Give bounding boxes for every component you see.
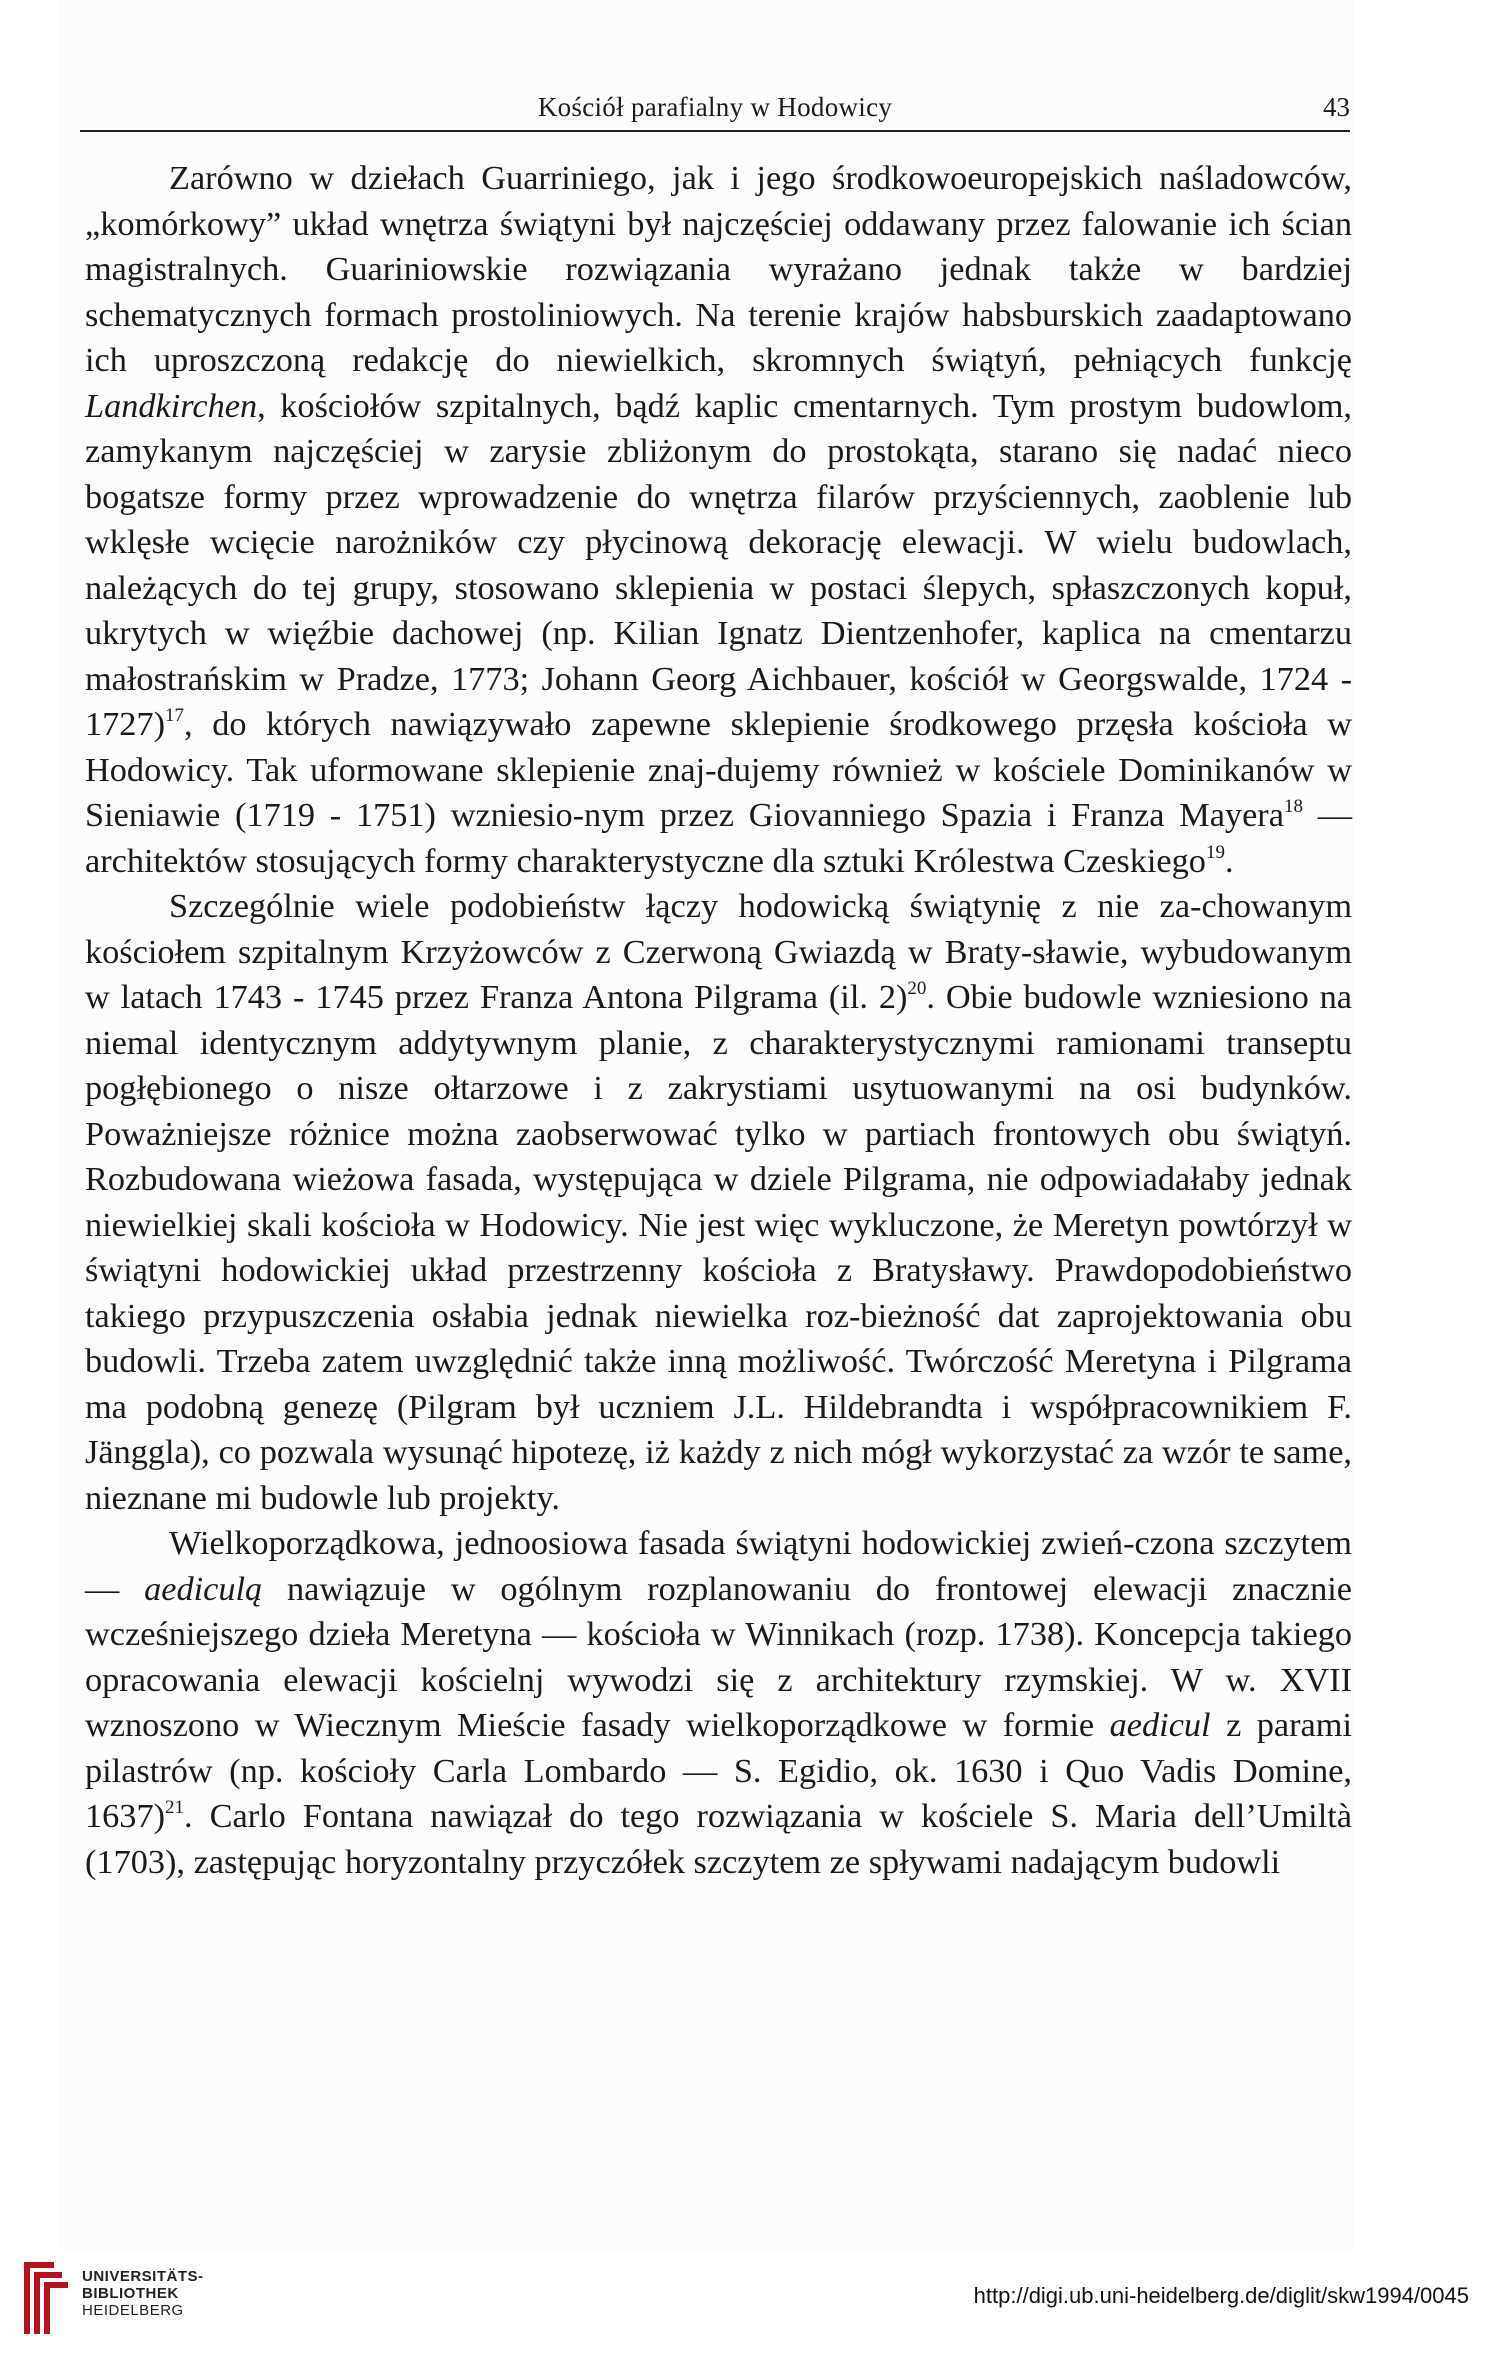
text-run: Wielkoporządkowa, jednoosiowa fasada świątyni hodowickiej zwień-czona szczytem — [85,1524,1352,1608]
footnote-ref: 21 [165,1797,185,1818]
page-number: 43 [1323,92,1350,122]
text-run: Szczególnie wiele podobieństw łączy hodowicką świątynię z nie za-chowanym kościołem szpitalnym Krzyżowców z Czerwoną Gwiazdą w Braty-sławie, wybudowanym w latach 1743 - 1745 przez Franza Antona Pilgrama (il. 2) [85,887,1352,1016]
paragraph [85,884,1352,1521]
library-name-line-1: UNIVERSITÄTS- [82,2268,204,2285]
text-run: , kościołów szpitalnych, bądź kaplic cmentarnych. Tym prostym budowlom, zamykanym najczęściej w zarysie zbliżonym do prostokąta, starano się nadać nieco bogatsze formy przez wprowadzenie do wnętrza filarów przyściennych, zaoblenie lub wklęsłe wcięcie narożników czy płycinową dekorację elewacji. W wielu budowlach, należących do tej grupy, stosowano sklepienia w postaci ślepych, spłaszczonych kopuł, ukrytych w więźbie dachowej (np. Kilian Ignatz Dientzenhofer, kaplica na cmentarzu małostrańskim w Pradze, 1773; Johann Georg Aichbauer, kościół w Georgswalde, 1724 - 1727) [85,386,1352,743]
text-run: . [1224,841,1234,880]
page-header [80,84,1350,132]
italic-term: aediculą [144,1569,263,1608]
text-run: nawiązuje w ogólnym rozplanowaniu do frontowej elewacji znacznie wcześniejszego dzieła Meretyna — kościoła w Winnikach (rozp. 1738). Koncepcja takiego opracowania elewacji kościelnj wywodzi się z architektury rzymskiej. W w. XVII wznoszono w Wiecznym Mieście fasady wielkoporządkowe w formie [85,1569,1352,1744]
text-run: z parami pilastrów (np. kościoły Carla Lombardo — S. Egidio, ok. 1630 i Quo Vadis Domine, 1637) [85,1706,1352,1835]
text-run: Zarówno w dziełach Guarriniego, jak i jego środkowoeuropejskich naśladowców, „komórkowy” układ wnętrza świątyni był najczęściej oddawany przez falowanie ich ścian magistralnych. Guariniowskie rozwiązania wyrażano jednak także w bardziej schematycznych formach prostoliniowych. Na terenie krajów habsburskich zaadaptowano ich uproszczoną redakcję do niewielkich, skromnych świątyń, pełniących funkcję [85,159,1352,379]
text-run: , do których nawiązywało zapewne sklepienie środkowego przęsła kościoła w Hodowicy. Tak uformowane sklepienie znaj-dujemy również w kościele Dominikanów w Sieniawie (1719 - 1751) wzniesio-nym przez Giovanniego Spazia i Franza Mayera [85,705,1352,834]
italic-term: Landkirchen [85,386,258,425]
italic-term: aedicul [1109,1706,1211,1744]
paragraph [85,156,1352,884]
footnote-ref: 19 [1205,841,1225,863]
text-run: . Obie budowle wzniesiono na niemal identycznym addytywnym planie, z charakterystycznymi ramionami transeptu pogłębionego o nisze ołtarzowe i z zakrystiami usytuowanymi na osi budynków. Poważniejsze różnice można zaobserwować tylko w partiach frontowych obu świątyń. Rozbudowana wieżowa fasada, występująca w dziele Pilgrama, nie odpowiadałaby jednak niewielkiej skali kościoła w Hodowicy. Nie jest więc wykluczone, że Meretyn powtórzył w świątyni hodowickiej układ przestrzenny kościoła z Bratysławy. Prawdopodobieństwo takiego przypuszczenia osłabia jednak niewielka roz-bieżność dat zaprojektowania obu budowli. Trzeba zatem uwzględnić także inną możliwość. Twórczość Meretyna i Pilgrama ma podobną genezę (Pilgram był uczniem J.L. Hildebrandta i współpracownikiem F. Jänggla), co pozwala wysunąć hipotezę, iż każdy z nich mógł wykorzystać za wzór te same, nieznane mi budowle lub projekty. [85,978,1352,1517]
text-run: — architektów stosujących formy charakterystyczne dla sztuki Królestwa Czeskiego [85,796,1353,880]
footnote-ref: 17 [165,705,185,726]
text-run: . Carlo Fontana nawiązał do tego rozwiązania w kościele S. Maria dell’Umiltà (1703), zastępując horyzontalny przyczółek szczytem ze spływami nadającym budowli [85,1797,1352,1881]
footnote-ref: 18 [1283,796,1303,817]
library-name-line-2: BIBLIOTHEK [82,2285,179,2302]
university-library-logo-icon [18,2258,70,2338]
source-url: http://digi.ub.uni-heidelberg.de/diglit/skw1994/0045 [973,2283,1469,2308]
library-name [82,2268,204,2319]
running-head: Kościół parafialny w Hodowicy [537,92,893,122]
footnote-ref: 20 [907,978,927,999]
library-name-line-3: HEIDELBERG [82,2302,184,2319]
paragraph [85,1521,1352,1885]
body-text [85,156,1352,1885]
